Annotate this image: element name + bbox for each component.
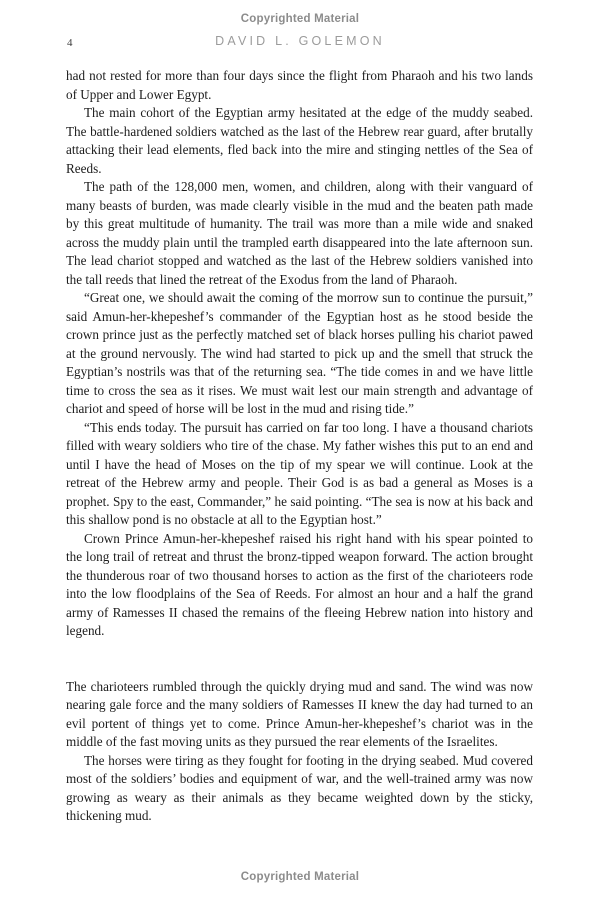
paragraph: The main cohort of the Egyptian army hesitated at the edge of the muddy seabed. The battle-hardened soldiers watched as the last of the Hebrew rear guard, after brutally attacking their lead elements, fled back into the mire and stinging nettles of the Sea of Reeds. <box>66 105 533 176</box>
paragraph: had not rested for more than four days since the flight from Pharaoh and his two lands of Upper and Lower Egypt. <box>66 68 533 102</box>
page-body-text <box>66 67 533 826</box>
paragraph: The path of the 128,000 men, women, and children, along with their vanguard of many beasts of burden, was made clearly visible in the mud and the beaten path made by this great multitude of humanity. The trail was more than a mile wide and snaked across the muddy plain until the trampled earth disappeared into the late afternoon sun. The lead chariot stopped and watched as the last of the Hebrew soldiers vanished into the tall reeds that lined the retreat of the Exodus from the land of Pharaoh. <box>66 179 533 287</box>
paragraph: “This ends today. The pursuit has carried on far too long. I have a thousand chariots filled with weary soldiers who tire of the chase. My father wishes this put to an end and until I have the head of Moses on the tip of my spear we will continue. Look at the retreat of the Hebrew army and people. Their God is as bad a general as Moses is a prophet. Spy to the east, Commander,” he said pointing. “The sea is now at his back and this shallow pond is no obstacle at all to the Egyptian host.” <box>66 419 533 527</box>
copyright-notice-top: Copyrighted Material <box>240 13 360 25</box>
running-head-author: DAVID L. GOLEMON <box>215 34 385 48</box>
masthead <box>66 34 534 50</box>
copyright-notice-bottom: Copyrighted Material <box>240 871 360 883</box>
page-number: 4 <box>67 37 73 49</box>
paragraph: Crown Prince Amun-her-khepeshef raised his right hand with his spear pointed to the long trail of retreat and thrust the bronz-tipped weapon forward. The action brought the thunderous roar of two thousand horses to action as the first of the charioteers rode into the low floodplains of the Sea of Reeds. For almost an hour and a half the grand army of Ramesses II chased the remains of the fleeing Hebrew nation into history and legend. <box>66 530 533 638</box>
paragraph: The horses were tiring as they fought for footing in the drying seabed. Mud covered most of the soldiers’ bodies and equipment of war, and the well-trained army was now growing as weary as their animals as they became weighted down by the sticky, thickening mud. <box>66 752 533 823</box>
paragraph-after-scene-break: The charioteers rumbled through the quickly drying mud and sand. The wind was now nearing gale force and the many soldiers of Ramesses II knew the day had turned to an evil portent of things yet to come. Prince Amun-her-khepeshef’s chariot was in the middle of the fast moving units as they pursued the rear elements of the Israelites. <box>66 678 533 749</box>
paragraph: “Great one, we should await the coming of the morrow sun to continue the pursuit,” said Amun-her-khepeshef’s commander of the Egyptian host as he stood beside the crown prince just as the perfectly matched set of black horses pulling his chariot pawed at the ground nervously. The wind had started to pick up and the smell that struck the Egyptian’s nostrils was that of the returning sea. “The tide comes in and we have little time to cross the sea as it rises. We must wait lest our main strength and advantage of chariot and speed of horse will be lost in the mud and rising tide.” <box>66 290 533 416</box>
